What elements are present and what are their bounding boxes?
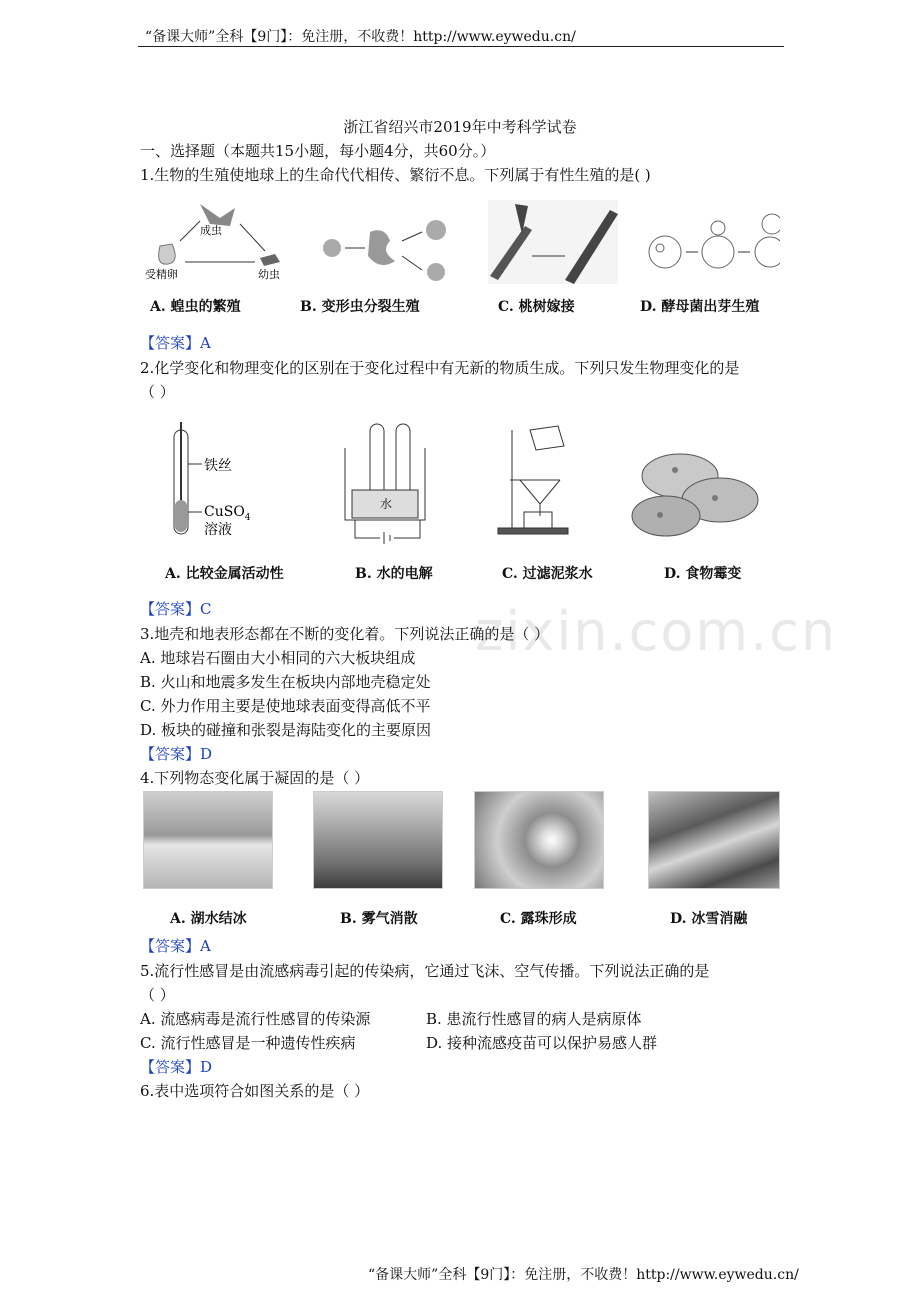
q4-caption-b: B. 雾气消散	[340, 911, 418, 927]
q2-label-wire: 铁丝	[204, 458, 232, 474]
q1-caption-b: B. 变形虫分裂生殖	[300, 299, 420, 315]
q2-stem-line2: （ ）	[140, 383, 175, 401]
q6-stem: 6.表中选项符合如图关系的是（ ）	[140, 1082, 370, 1100]
q5-option-b: B. 患流行性感冒的病人是病原体	[426, 1010, 642, 1028]
q4-photo-fog	[313, 791, 443, 889]
header-divider	[138, 46, 784, 47]
q4-caption-d: D. 冰雪消融	[670, 911, 748, 927]
q4-photo-dew	[474, 791, 604, 889]
q3-option-d: D. 板块的碰撞和张裂是海陆变化的主要原因	[140, 721, 432, 739]
q1-figures	[140, 196, 780, 288]
q2-stem-line1: 2.化学变化和物理变化的区别在于变化过程中有无新的物质生成。下列只发生物理变化的是	[140, 359, 740, 377]
q2-caption-d: D. 食物霉变	[664, 566, 742, 582]
q4-photo-snow-melt	[648, 791, 780, 889]
q2-caption-b: B. 水的电解	[355, 566, 433, 582]
exam-title: 浙江省绍兴市2019年中考科学试卷	[343, 118, 577, 136]
q2-caption-a: A. 比较金属活动性	[165, 566, 284, 582]
q3-option-a: A. 地球岩石圈由大小相同的六大板块组成	[140, 649, 416, 667]
q4-caption-a: A. 湖水结冰	[170, 911, 247, 927]
q5-option-a: A. 流感病毒是流行性感冒的传染源	[140, 1010, 371, 1028]
q4-caption-c: C. 露珠形成	[500, 911, 577, 927]
q2-caption-c: C. 过滤泥浆水	[502, 566, 593, 582]
q2-label-water: 水	[380, 497, 393, 511]
q1-answer: 【答案】A	[140, 334, 211, 352]
q1-stem: 1.生物的生殖使地球上的生命代代相传、繁衍不息。下列属于有性生殖的是( )	[140, 166, 651, 184]
watermark: zixin.com.cn	[475, 600, 838, 663]
q1-label-adult: 成虫	[200, 224, 222, 237]
q4-photo-lake-ice	[143, 791, 273, 889]
q3-answer: 【答案】D	[140, 745, 213, 763]
q5-stem-line1: 5.流行性感冒是由流感病毒引起的传染病，它通过飞沫、空气传播。下列说法正确的是	[140, 962, 710, 980]
q1-caption-d: D. 酵母菌出芽生殖	[640, 299, 760, 315]
q4-answer: 【答案】A	[140, 937, 211, 955]
q2-answer: 【答案】C	[140, 600, 212, 618]
section-heading: 一、选择题（本题共15小题，每小题4分，共60分。）	[140, 142, 496, 160]
q5-stem-line2: （ ）	[140, 986, 175, 1004]
q3-option-c: C. 外力作用主要是使地球表面变得高低不平	[140, 697, 431, 715]
q1-caption-c: C. 桃树嫁接	[498, 299, 575, 315]
q1-label-larva: 幼虫	[258, 268, 280, 281]
q2-label-sub4: 4	[244, 513, 251, 523]
q3-option-b: B. 火山和地震多发生在板块内部地壳稳定处	[140, 673, 431, 691]
page-footer: “备课大师”全科【9门】：免注册，不收费！http://www.eywedu.cn/	[368, 1267, 799, 1283]
page-header: “备课大师”全科【9门】：免注册，不收费！http://www.eywedu.cn/	[145, 29, 576, 45]
q3-stem: 3.地壳和地表形态都在不断的变化着。下列说法正确的是（ ）	[140, 625, 550, 643]
q5-option-d: D. 接种流感疫苗可以保护易感人群	[426, 1034, 658, 1052]
q2-figures	[140, 420, 780, 550]
svg-text:CuSO4	[204, 504, 251, 523]
q1-a-locust-cycle-figure	[145, 204, 280, 281]
q5-option-c: C. 流行性感冒是一种遗传性疾病	[140, 1034, 356, 1052]
q2-label-cuso: CuSO	[204, 504, 245, 520]
q4-stem: 4.下列物态变化属于凝固的是（ ）	[140, 769, 370, 787]
q2-label-solution: 溶液	[204, 522, 232, 538]
q1-caption-a: A. 蝗虫的繁殖	[150, 299, 241, 315]
q5-answer: 【答案】D	[140, 1058, 213, 1076]
q1-label-egg: 受精卵	[145, 268, 178, 281]
